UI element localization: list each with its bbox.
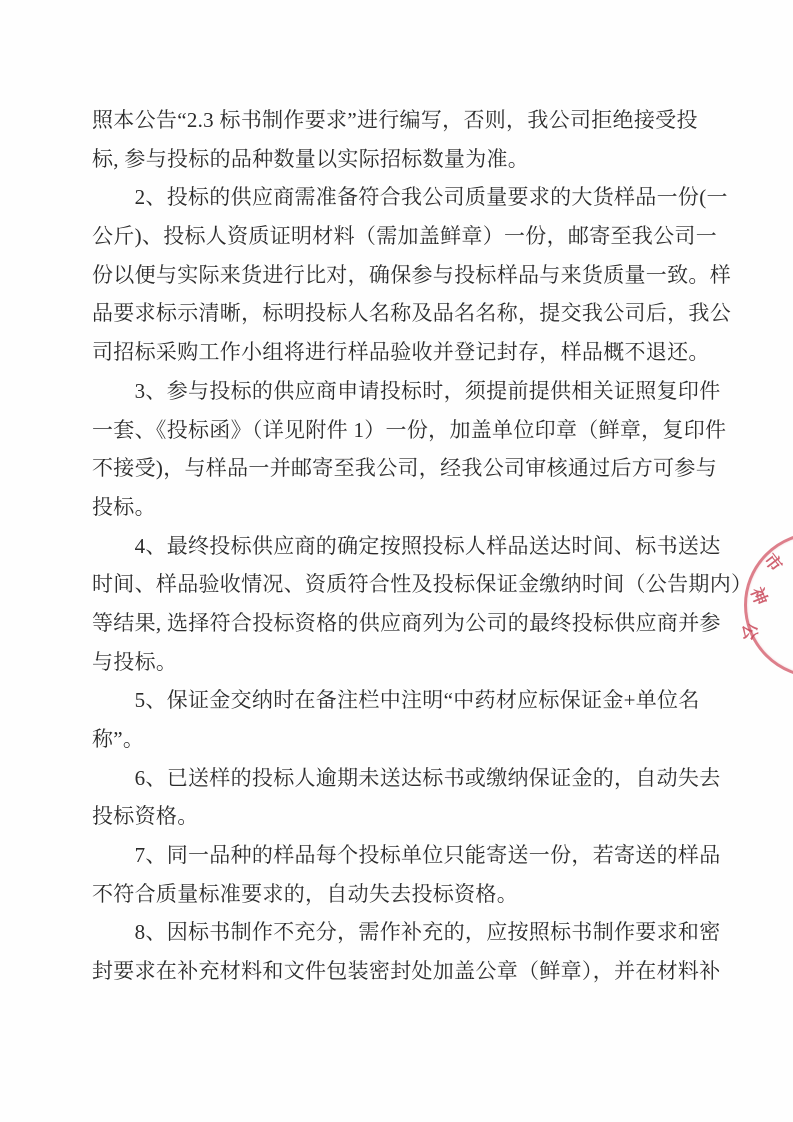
- text-line: 7、同一品种的样品每个投标单位只能寄送一份，若寄送的样品: [92, 843, 721, 868]
- text-line: 等结果, 选择符合投标资格的供应商列为公司的最终投标供应商并参: [92, 610, 721, 635]
- text-line: 一套、《投标函》（详见附件 1）一份，加盖单位印章（鲜章，复印件: [92, 417, 727, 442]
- seal-character: 神: [746, 584, 771, 608]
- text-line: 司招标采购工作小组将进行样品验收并登记封存，样品概不退还。: [92, 340, 710, 365]
- text-line: 标, 参与投标的品种数量以实际招标数量为准。: [92, 146, 530, 171]
- text-line: 不接受)，与样品一并邮寄至我公司，经我公司审核通过后方可参与: [92, 456, 717, 481]
- text-line: 6、已送样的投标人逾期未送达标书或缴纳保证金的，自动失去: [92, 765, 721, 790]
- seal-character: 市: [760, 550, 786, 576]
- text-line: 封要求在补充材料和文件包装密封处加盖公章（鲜章），并在材料补: [92, 959, 721, 984]
- text-line: 品要求标示清晰，标明投标人名称及品名名称，提交我公司后，我公: [92, 301, 731, 326]
- text-line: 称”。: [92, 727, 145, 751]
- text-line: 时间、样品验收情况、资质符合性及投标保证金缴纳时间（公告期内）: [92, 572, 753, 597]
- text-line: 投标。: [92, 494, 156, 519]
- text-line: 照本公告“2.3 标书制作要求”进行编写，否则，我公司拒绝接受投: [92, 108, 698, 132]
- text-line: 3、参与投标的供应商申请投标时，须提前提供相关证照复印件: [92, 378, 721, 403]
- text-line: 不符合质量标准要求的，自动失去投标资格。: [92, 881, 518, 906]
- seal-character: 公: [739, 622, 760, 642]
- text-line: 2、投标的供应商需准备符合我公司质量要求的大货样品一份(一: [92, 185, 728, 210]
- text-line: 8、因标书制作不充分，需作补充的，应按照标书制作要求和密: [92, 920, 721, 945]
- text-line: 公斤)、投标人资质证明材料（需加盖鲜章）一份，邮寄至我公司一: [92, 224, 717, 249]
- text-line: 5、保证金交纳时在备注栏中注明“中药材应标保证金+单位名: [92, 688, 700, 713]
- text-line: 4、最终投标供应商的确定按照投标人样品送达时间、标书送达: [92, 533, 721, 558]
- document-text-block: [92, 101, 752, 991]
- text-line: 与投标。: [92, 649, 178, 674]
- text-line: 投标资格。: [92, 804, 199, 829]
- text-line: 份以便与实际来货进行比对，确保参与投标样品与来货质量一致。样: [92, 262, 731, 287]
